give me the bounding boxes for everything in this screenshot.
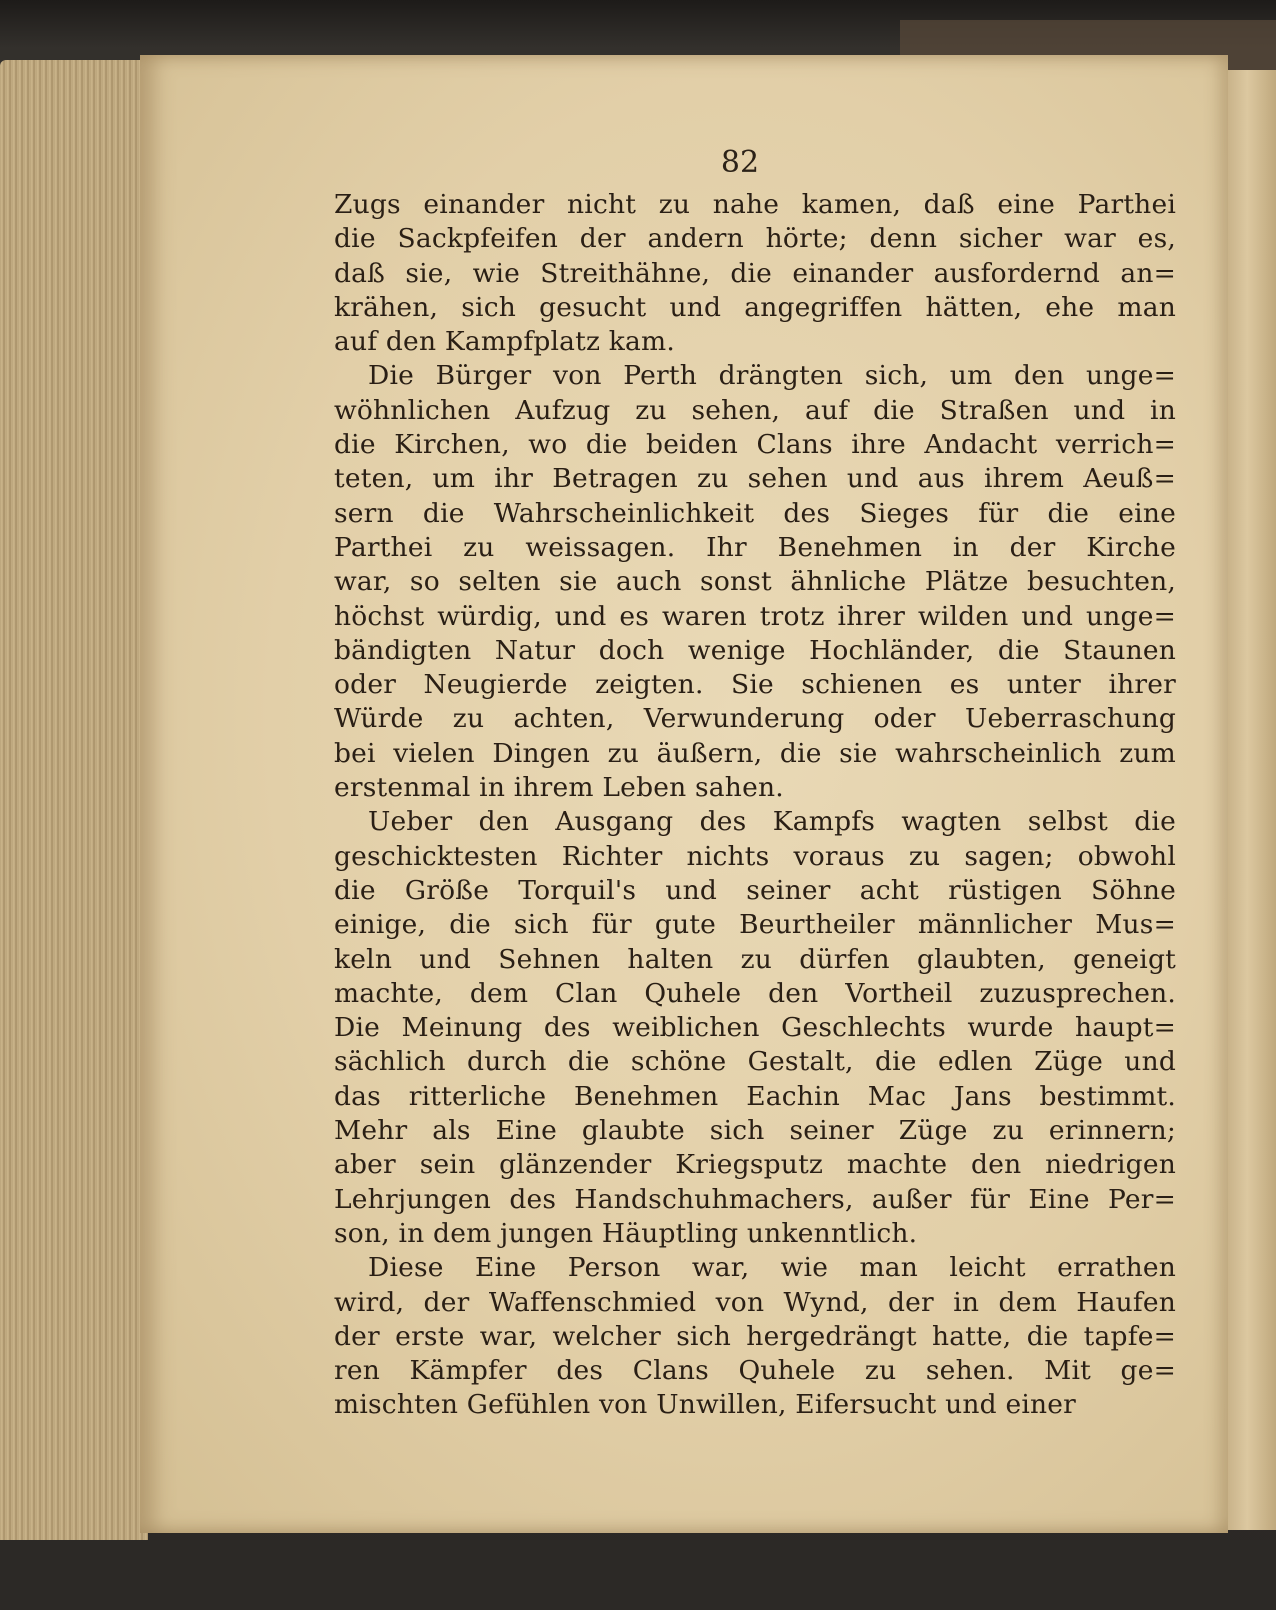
text-line: keln und Sehnen halten zu dürfen glaubten, geneigt bbox=[334, 943, 1176, 975]
paragraph bbox=[334, 359, 1176, 805]
text-line: wöhnlichen Aufzug zu sehen, auf die Straßen und in bbox=[334, 394, 1176, 426]
page-body-text bbox=[334, 188, 1176, 1423]
text-line: Diese Eine Person war, wie man leicht errathen bbox=[368, 1252, 1176, 1284]
text-line: Parthei zu weissagen. Ihr Benehmen in der Kirche bbox=[334, 531, 1176, 563]
text-line: Die Bürger von Perth drängten sich, um den unge= bbox=[368, 360, 1176, 392]
text-line: Ueber den Ausgang des Kampfs wagten selbst die bbox=[368, 806, 1176, 838]
text-line: ren Kämpfer des Clans Quhele zu sehen. Mit ge= bbox=[334, 1355, 1176, 1387]
page-block-left bbox=[0, 60, 148, 1560]
text-line: sern die Wahrscheinlichkeit des Sieges für die eine bbox=[334, 497, 1176, 529]
text-line: das ritterliche Benehmen Eachin Mac Jans bestimmt. bbox=[334, 1080, 1176, 1112]
text-line: der erste war, welcher sich hergedrängt hatte, die tapfe= bbox=[334, 1320, 1176, 1352]
text-line: erstenmal in ihrem Leben sahen. bbox=[334, 772, 784, 804]
text-line: machte, dem Clan Quhele den Vortheil zuzusprechen. bbox=[334, 977, 1176, 1009]
text-line: oder Neugierde zeigten. Sie schienen es unter ihrer bbox=[334, 669, 1176, 701]
text-line: die Sackpfeifen der andern hörte; denn sicher war es, bbox=[334, 223, 1176, 255]
text-line: Lehrjungen des Handschuhmachers, außer für Eine Per= bbox=[334, 1183, 1176, 1215]
text-line: höchst würdig, und es waren trotz ihrer wilden und unge= bbox=[334, 600, 1176, 632]
text-line: war, so selten sie auch sonst ähnliche Plätze besuchten, bbox=[334, 566, 1176, 598]
text-line: wird, der Waffenschmied von Wynd, der in dem Haufen bbox=[334, 1286, 1176, 1318]
text-line: einige, die sich für gute Beurtheiler männlicher Mus= bbox=[334, 909, 1176, 941]
text-line: bändigten Natur doch wenige Hochländer, die Staunen bbox=[334, 634, 1176, 666]
page-number: 82 bbox=[720, 145, 760, 180]
text-line: daß sie, wie Streithähne, die einander ausfordernd an= bbox=[334, 257, 1176, 289]
page-block-right bbox=[1228, 70, 1276, 1530]
text-line: krähen, sich gesucht und angegriffen hätten, ehe man bbox=[334, 291, 1176, 323]
text-line: geschicktesten Richter nichts voraus zu sagen; obwohl bbox=[334, 840, 1176, 872]
text-line: Würde zu achten, Verwunderung oder Ueberraschung bbox=[334, 703, 1176, 735]
text-line: die Größe Torquil's und seiner acht rüstigen Söhne bbox=[334, 874, 1176, 906]
text-line: mischten Gefühlen von Unwillen, Eifersucht und einer bbox=[334, 1389, 1077, 1421]
paragraph bbox=[334, 805, 1176, 1251]
text-line: Mehr als Eine glaubte sich seiner Züge zu erinnern; bbox=[334, 1115, 1176, 1147]
text-line: die Kirchen, wo die beiden Clans ihre Andacht verrich= bbox=[334, 429, 1176, 461]
text-line: Die Meinung des weiblichen Geschlechts wurde haupt= bbox=[334, 1012, 1176, 1044]
text-line: son, in dem jungen Häuptling unkenntlich. bbox=[334, 1217, 918, 1249]
scan-background-bottom bbox=[0, 1540, 1276, 1610]
text-line: sächlich durch die schöne Gestalt, die edlen Züge und bbox=[334, 1046, 1176, 1078]
text-line: aber sein glänzender Kriegsputz machte den niedrigen bbox=[334, 1149, 1176, 1181]
paragraph bbox=[334, 188, 1176, 359]
text-line: Zugs einander nicht zu nahe kamen, daß eine Parthei bbox=[334, 189, 1176, 220]
paragraph bbox=[334, 1251, 1176, 1422]
text-line: bei vielen Dingen zu äußern, die sie wahrscheinlich zum bbox=[334, 737, 1176, 769]
text-line: teten, um ihr Betragen zu sehen und aus ihrem Aeuß= bbox=[334, 463, 1176, 495]
text-line: auf den Kampfplatz kam. bbox=[334, 326, 676, 358]
